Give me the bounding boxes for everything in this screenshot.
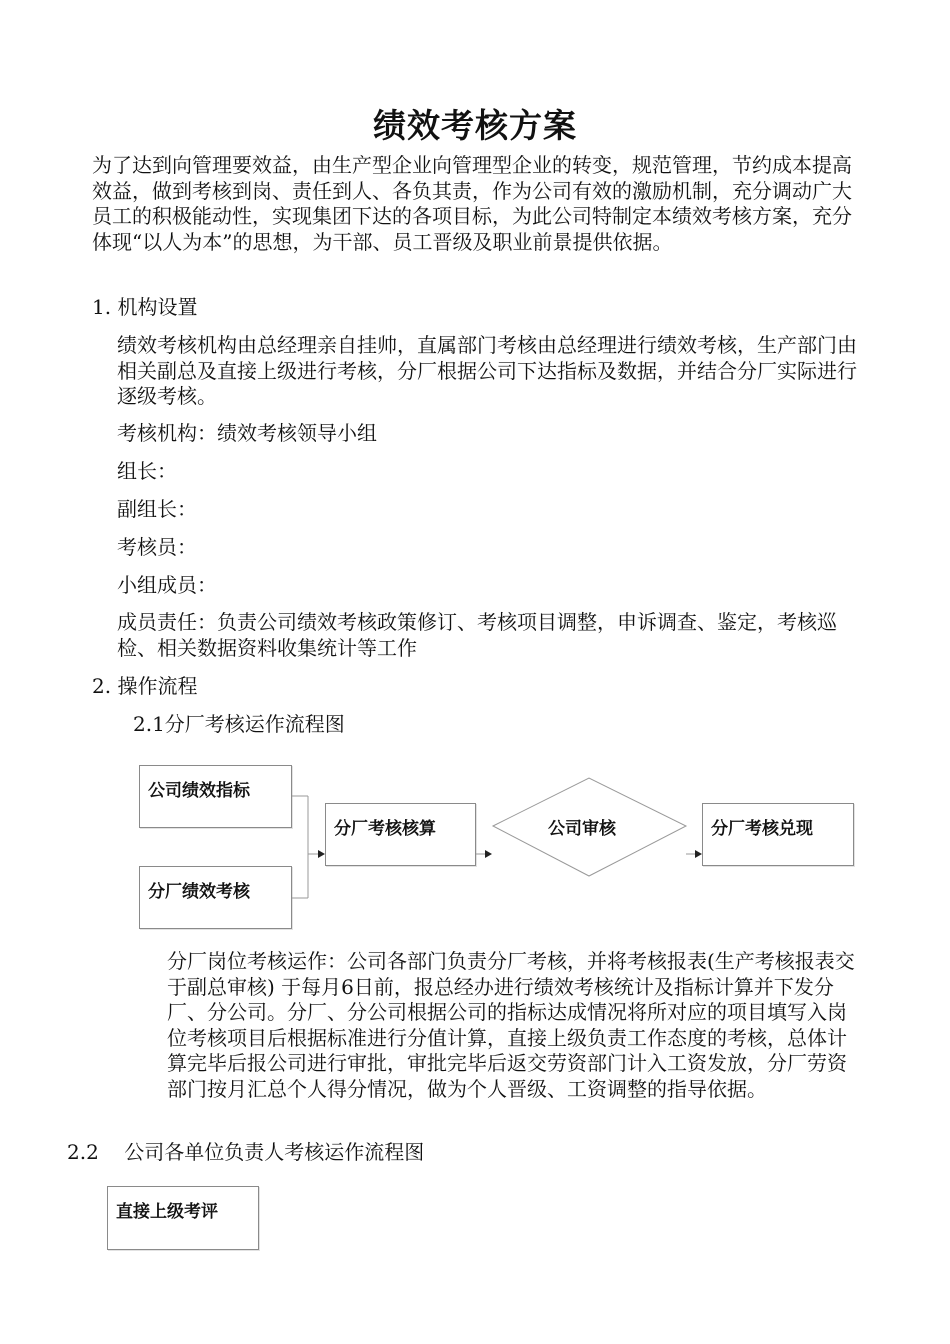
arrowhead [485,850,492,858]
section-1-paragraph: 绩效考核机构由总经理亲自挂帅，直属部门考核由总经理进行绩效考核，生产部门由相关副总及直接上级进行考核，分厂根据公司下达指标及数据，并结合分厂实际进行逐级考核。 [117,333,857,408]
intro-paragraph: 为了达到向管理要效益，由生产型企业向管理型企业的转变，规范管理，节约成本提高效益，做到考核到岗、责任到人、各负其责，作为公司有效的激励机制，充分调动广大员工的积极能动性，实现集团下达的各项目标，为此公司特制定本绩效考核方案，充分体现“以人为本”的思想，为干部、员工晋级及职业前景提供依据。 [92,153,852,254]
document-title: 绩效考核方案 [373,106,577,145]
leader-line: 组长： [117,459,177,483]
arrowhead [318,850,325,858]
flow-box-direct-supervisor [107,1186,259,1250]
section-2-heading: 2. 操作流程 [92,674,198,698]
flow-box-label: 分厂绩效考核 [148,882,250,902]
flow-diamond-label: 公司审核 [548,819,616,839]
section-1-heading: 1. 机构设置 [92,295,198,319]
subsection-2-2-heading: 2.2 公司各单位负责人考核运作流程图 [67,1140,425,1164]
duty-paragraph: 成员责任：负责公司绩效考核政策修订、考核项目调整，申诉调查、鉴定，考核巡检、相关数据资料收集统计等工作 [117,610,837,660]
subsection-2-1-paragraph: 分厂岗位考核运作：公司各部门负责分厂考核，并将考核报表(生产考核报表交于副总审核) 于每月6日前，报总经办进行绩效考核统计及指标计算并下发分厂、分公司。分厂、分公司根据公司的指标达成情况将所对应的项目填写入岗位考核项目后根据标准进行分值计算，直接上级负责工作态度的考核，总体计算完毕后报公司进行审批，审批完毕后返交劳资部门计入工资发放，分厂劳资部门按月汇总个人得分情况，做为个人晋级、工资调整的指导依据。 [167,949,855,1101]
arrowhead [695,850,702,858]
flow-box-label: 公司绩效指标 [148,781,250,801]
flow-box-label: 分厂考核兑现 [711,819,813,839]
vice-leader-line: 副组长： [117,497,197,521]
org-line: 考核机构：绩效考核领导小组 [117,421,377,445]
flow-box-label: 分厂考核核算 [334,819,436,839]
members-line: 小组成员： [117,573,217,597]
subsection-2-1-heading: 2.1分厂考核运作流程图 [133,712,345,736]
flow-box-label: 直接上级考评 [116,1202,218,1222]
assessor-line: 考核员： [117,535,197,559]
